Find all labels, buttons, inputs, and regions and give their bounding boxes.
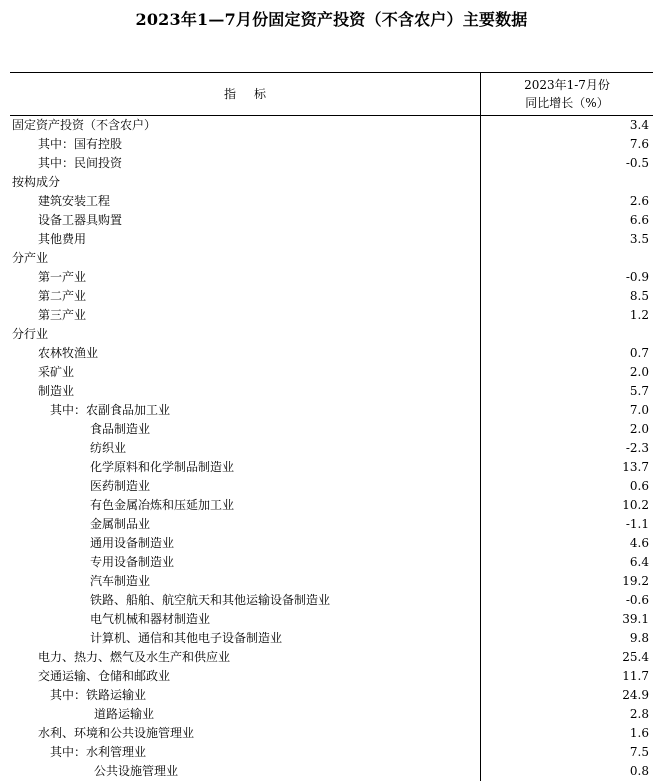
table-row (10, 496, 653, 515)
value-header-line2: 同比增长（%） (525, 96, 609, 110)
row-value: 0.6 (629, 479, 649, 493)
row-label: 水利、环境和公共设施管理业 (38, 726, 195, 740)
row-value: 7.5 (629, 745, 649, 759)
row-label: 按构成分 (12, 175, 61, 189)
row-label: 医药制造业 (90, 479, 151, 493)
row-label: 食品制造业 (90, 422, 151, 436)
table-row (10, 249, 653, 268)
table-row (10, 401, 653, 420)
row-label: 农林牧渔业 (38, 346, 99, 360)
table-row (10, 743, 653, 762)
row-value: 4.6 (629, 536, 649, 550)
row-value: 13.7 (622, 460, 649, 474)
row-label: 有色金属冶炼和压延加工业 (90, 498, 235, 512)
page-title: 2023年1—7月份固定资产投资（不含农户）主要数据 (135, 10, 528, 29)
table-row (10, 230, 653, 249)
row-label: 第三产业 (38, 308, 87, 322)
row-label: 第一产业 (38, 270, 87, 284)
table-header (10, 73, 653, 116)
row-value: 25.4 (622, 650, 649, 664)
value-header-line1: 2023年1-7月份 (524, 78, 610, 92)
row-value: 19.2 (622, 574, 649, 588)
row-label: 汽车制造业 (90, 574, 151, 588)
table-row (10, 192, 653, 211)
row-value: -1.1 (625, 517, 649, 531)
row-label: 专用设备制造业 (90, 555, 175, 569)
row-value: 6.4 (629, 555, 649, 569)
row-value: -0.6 (625, 593, 649, 607)
row-value: -2.3 (625, 441, 649, 455)
row-label: 计算机、通信和其他电子设备制造业 (90, 631, 283, 645)
table-row (10, 477, 653, 496)
row-value: 7.6 (629, 137, 649, 151)
table-row (10, 173, 653, 192)
table-row (10, 306, 653, 325)
table-row (10, 591, 653, 610)
row-label: 其中：铁路运输业 (50, 688, 147, 702)
row-label: 其中：国有控股 (38, 137, 123, 151)
row-label: 其他费用 (38, 232, 87, 246)
row-label: 其中：农副食品加工业 (50, 403, 171, 417)
table-row (10, 154, 653, 173)
table-row (10, 287, 653, 306)
row-label: 其中：水利管理业 (50, 745, 147, 759)
value-header (481, 76, 653, 112)
row-label: 建筑安装工程 (38, 194, 111, 208)
row-label: 采矿业 (38, 365, 75, 379)
row-label: 第二产业 (38, 289, 87, 303)
row-label: 通用设备制造业 (90, 536, 175, 550)
table-row (10, 382, 653, 401)
row-value: 39.1 (622, 612, 649, 626)
row-value: 0.7 (629, 346, 649, 360)
table-row (10, 135, 653, 154)
row-label: 公共设施管理业 (94, 764, 179, 778)
table-row (10, 762, 653, 781)
table-row (10, 667, 653, 686)
table-row (10, 420, 653, 439)
row-label: 设备工器具购置 (38, 213, 123, 227)
table-row (10, 325, 653, 344)
table-row (10, 610, 653, 629)
row-value: 1.6 (629, 726, 649, 740)
row-label: 电气机械和器材制造业 (90, 612, 211, 626)
row-label: 交通运输、仓储和邮政业 (38, 669, 171, 683)
table-row (10, 268, 653, 287)
table-body (10, 116, 653, 781)
row-label: 固定资产投资（不含农户） (12, 118, 157, 132)
table-row (10, 534, 653, 553)
row-label: 制造业 (38, 384, 75, 398)
row-value: 7.0 (629, 403, 649, 417)
row-value: 3.4 (629, 118, 649, 132)
row-value: 8.5 (629, 289, 649, 303)
row-label: 金属制品业 (90, 517, 151, 531)
table-row (10, 363, 653, 382)
row-label: 道路运输业 (94, 707, 155, 721)
row-label: 纺织业 (90, 441, 127, 455)
table-row (10, 211, 653, 230)
table-row (10, 724, 653, 743)
row-value: 3.5 (629, 232, 649, 246)
row-value: 5.7 (629, 384, 649, 398)
table-row (10, 686, 653, 705)
table-row (10, 344, 653, 363)
row-value: 11.7 (622, 669, 649, 683)
row-value: 2.8 (629, 707, 649, 721)
row-value: 2.6 (629, 194, 649, 208)
row-value: 0.8 (629, 764, 649, 778)
row-value: 24.9 (622, 688, 649, 702)
row-label: 其中：民间投资 (38, 156, 123, 170)
row-value: 6.6 (629, 213, 649, 227)
indicator-header: 指标 (223, 87, 284, 101)
row-label: 化学原料和化学制品制造业 (90, 460, 235, 474)
row-value: -0.5 (625, 156, 649, 170)
row-value: 10.2 (622, 498, 649, 512)
table-row (10, 705, 653, 724)
data-table (10, 72, 653, 781)
table-row (10, 648, 653, 667)
row-label: 分行业 (12, 327, 49, 341)
row-value: 2.0 (629, 365, 649, 379)
table-row (10, 572, 653, 591)
row-value: 1.2 (629, 308, 649, 322)
row-label: 电力、热力、燃气及水生产和供应业 (38, 650, 231, 664)
table-row (10, 553, 653, 572)
row-value: -0.9 (625, 270, 649, 284)
table-row (10, 515, 653, 534)
table-row (10, 116, 653, 135)
table-row (10, 458, 653, 477)
row-value: 9.8 (629, 631, 649, 645)
row-label: 铁路、船舶、航空航天和其他运输设备制造业 (90, 593, 331, 607)
row-label: 分产业 (12, 251, 49, 265)
table-row (10, 439, 653, 458)
table-row (10, 629, 653, 648)
row-value: 2.0 (629, 422, 649, 436)
